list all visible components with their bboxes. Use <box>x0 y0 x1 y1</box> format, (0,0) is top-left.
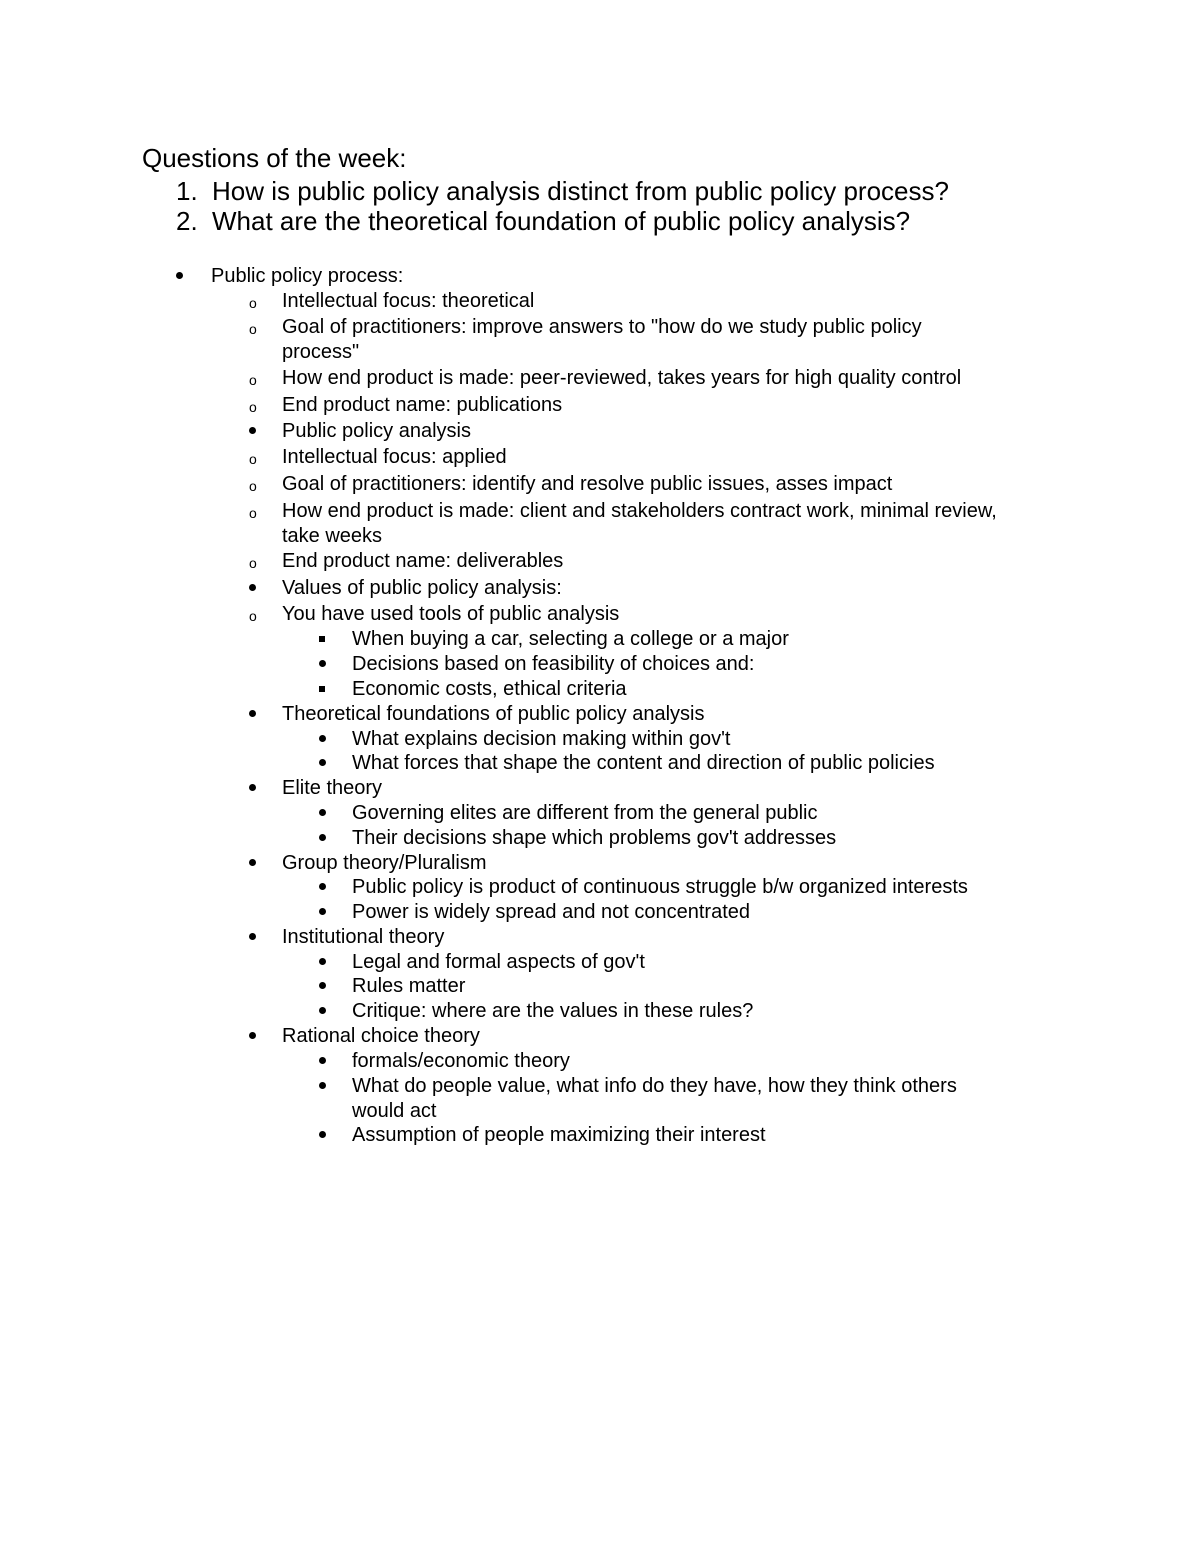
question-number: 2. <box>176 206 198 236</box>
hollow-bullet-icon: o <box>249 555 257 571</box>
hollow-bullet-icon: o <box>249 372 257 388</box>
question-number: 1. <box>176 176 198 206</box>
hollow-bullet-icon: o <box>249 321 257 337</box>
document-page: Questions of the week: 1. How is public policy analysis distinct from public policy process? 2. What are the theoretical foundation of public policy analysis? Public policy process: o Intellectual focus: theoretical o Goal of practitioners: improve answers to "how do we study public policy process" o How end product is made: peer-reviewed, takes years for high quality control o End product name: publications Public policy analysis o Intellectual focus: applied o Goal of practitioners: identify and resolve public issues, asses impact o How end product is made: client and stakeholders contract work, minimal review, take weeks o End product name: deliverables Values of public policy analysis: o You have used tools of public analysis When buying a car, selecting a college or a major Decisions based on feasibility of choices and: Economic costs, ethical criteria Theoretical foundations of public policy analysis What explains decision making within gov't What forces that shape the content and direction of public policies Elite theory Governing elites are different from the general public Their decisions shape which problems gov't addresses Group theory/Pluralism Public policy is product of continuous struggle b/w organized interests Power is widely spread and not concentrated Institutional theory Legal and formal aspects of gov't Rules matter Critique: where are the values in these rules? Rational choice theory formals/economic theory What do people value, what info do they have, how they think others would act Assumption of people maximizing their interest <box>142 143 997 1146</box>
question-text: What are the theoretical foundation of public policy analysis? <box>212 206 911 236</box>
hollow-bullet-icon: o <box>249 399 257 415</box>
hollow-bullet-icon: o <box>249 608 257 624</box>
page-heading: Questions of the week: <box>142 143 407 173</box>
hollow-bullet-icon: o <box>249 451 257 467</box>
hollow-bullet-icon: o <box>249 295 257 311</box>
hollow-bullet-icon: o <box>249 478 257 494</box>
question-text: How is public policy analysis distinct from public policy process? <box>212 176 949 206</box>
hollow-bullet-icon: o <box>249 505 257 521</box>
